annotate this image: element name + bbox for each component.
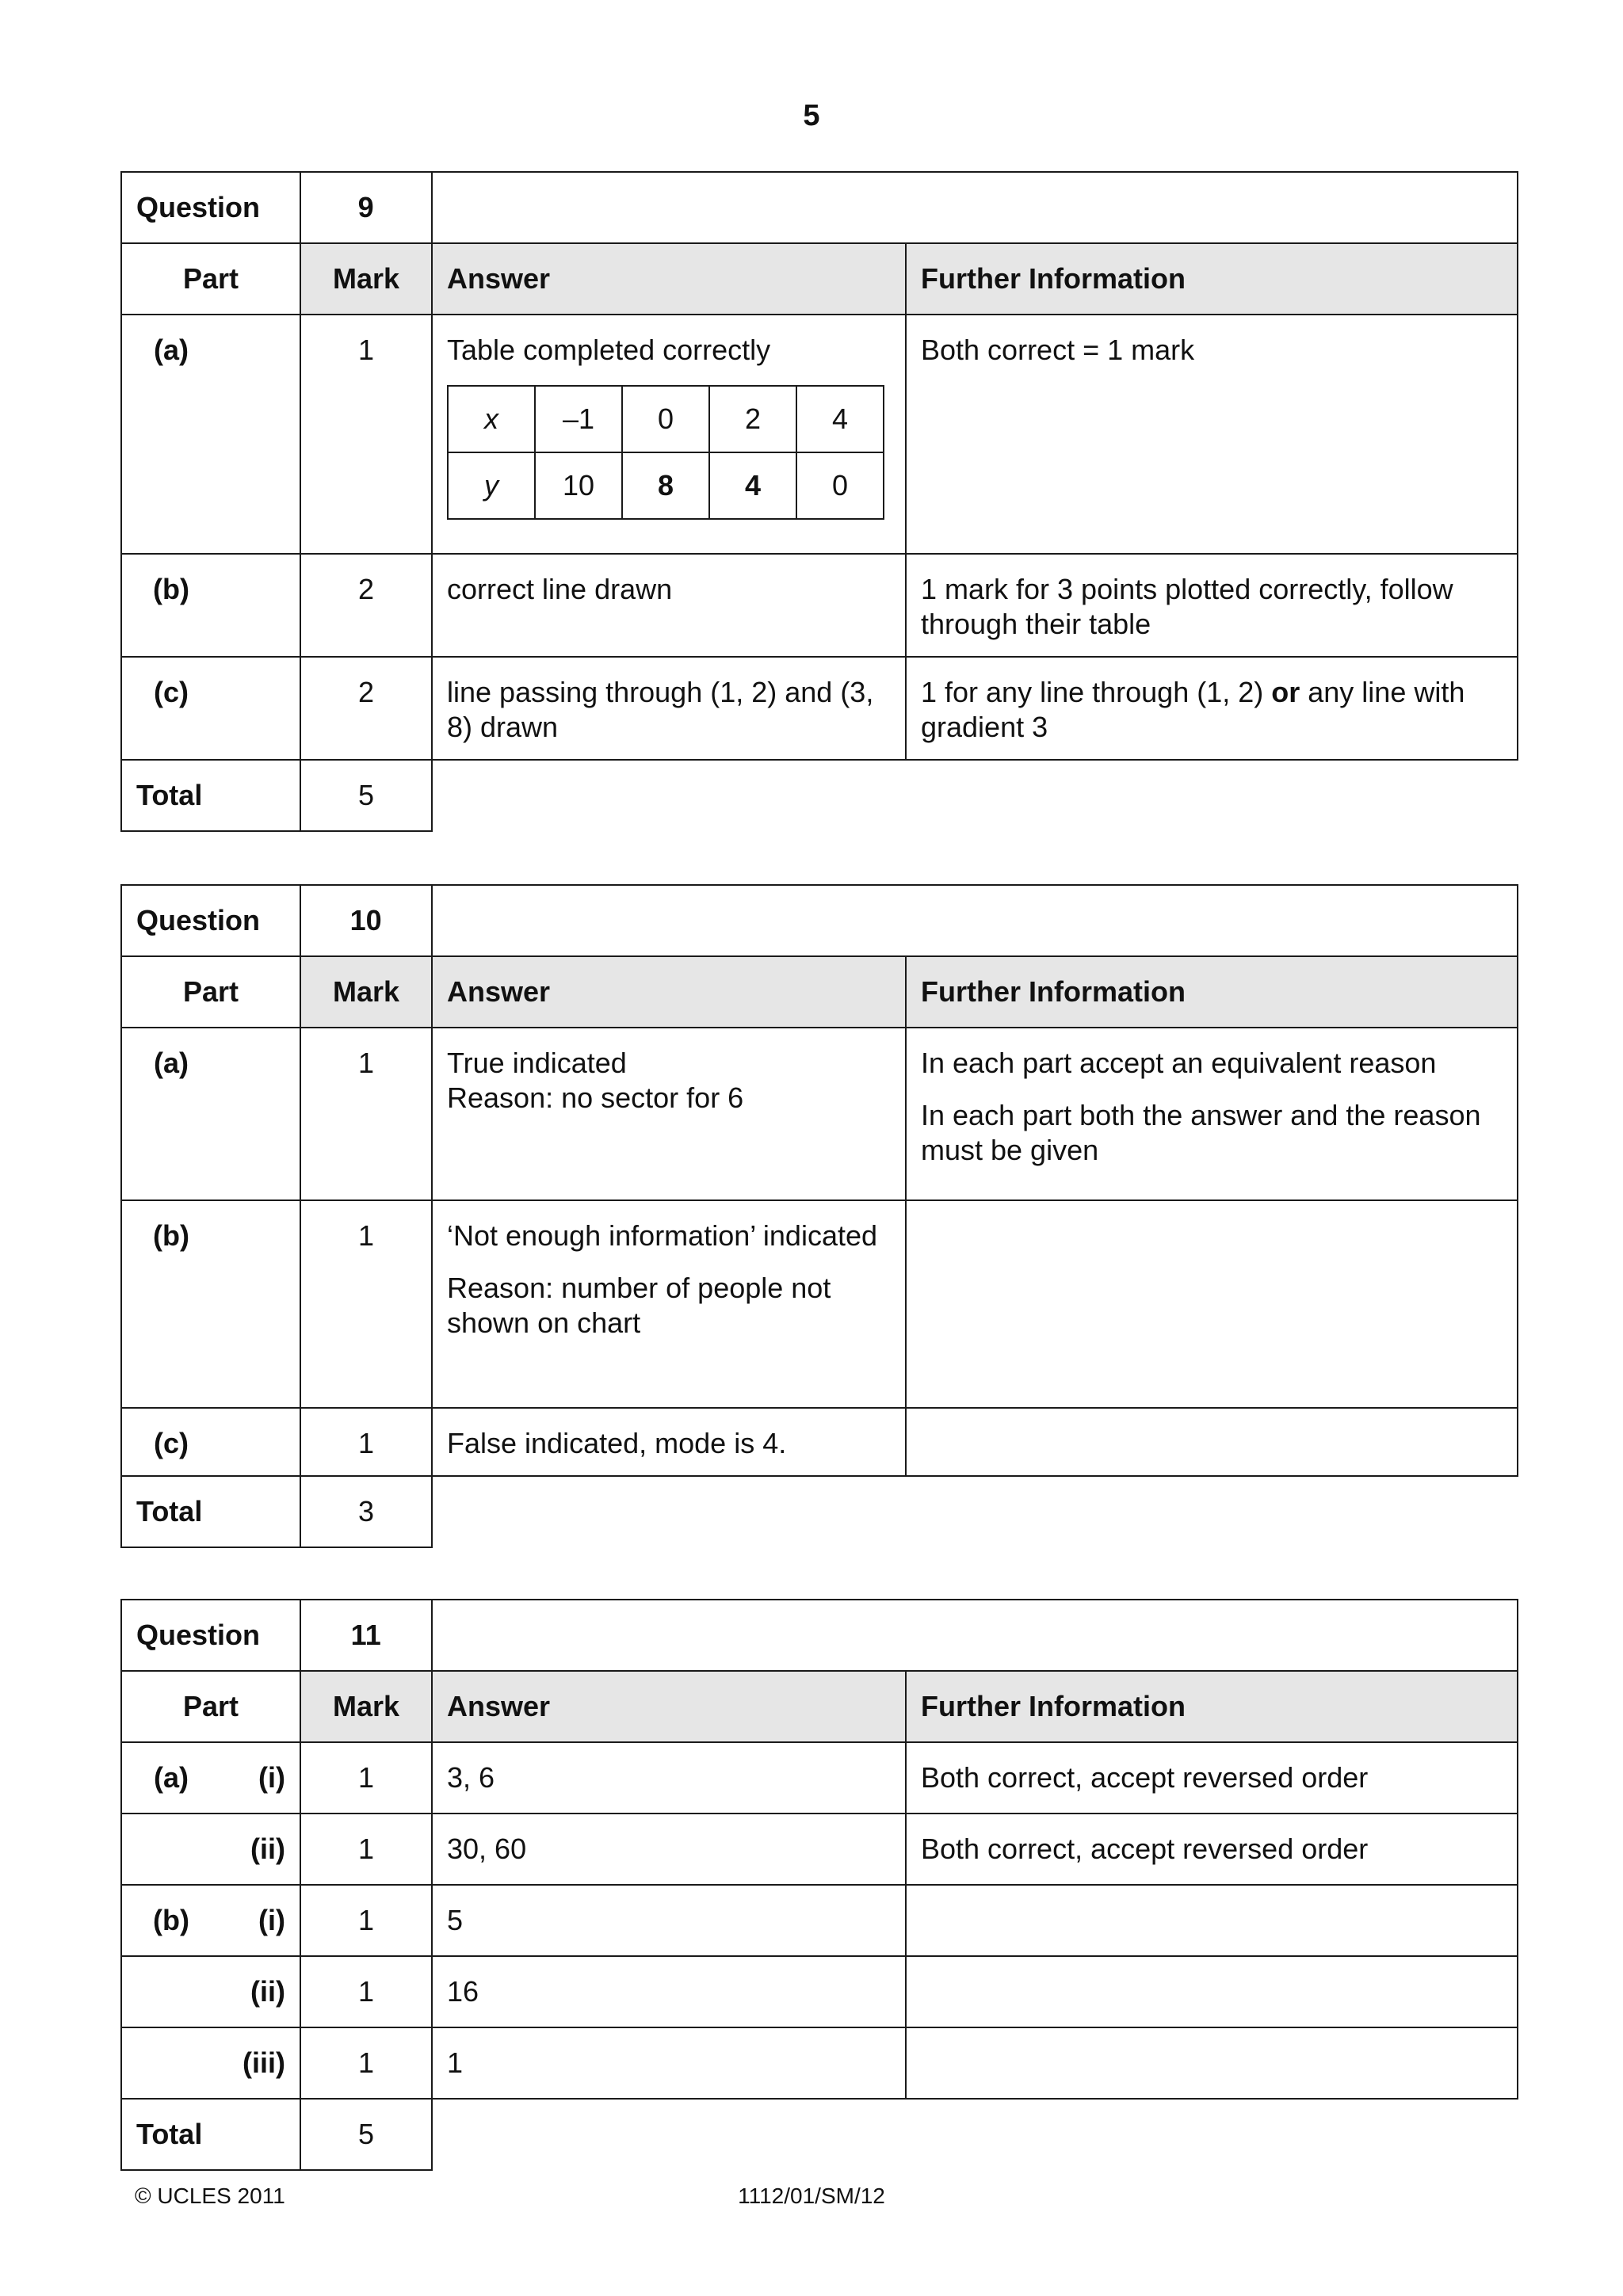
question-blank <box>431 884 1518 957</box>
question-row <box>120 884 1518 957</box>
mark-value: 2 <box>300 656 433 761</box>
answer-text: Table completed correctly <box>447 334 771 366</box>
y-value: 4 <box>709 452 796 519</box>
total-label: Total <box>120 2098 301 2171</box>
info-text-pre: 1 for any line through (1, 2) <box>921 676 1272 708</box>
info-text <box>905 656 1518 761</box>
table-row <box>120 1743 1518 1814</box>
mark-value: 1 <box>300 1407 433 1477</box>
further-info-header: Further Information <box>905 955 1518 1028</box>
info-text-bold: or <box>1271 676 1300 708</box>
answer-text: ‘Not enough information’ indicated <box>447 1219 878 1252</box>
y-value: 8 <box>622 452 709 519</box>
info-text <box>905 1884 1518 1957</box>
part-label: (b) <box>153 1904 189 1936</box>
total-value: 5 <box>300 2098 433 2171</box>
subpart-label: (iii) <box>242 2046 285 2079</box>
answer-text: correct line drawn <box>431 553 907 658</box>
info-text <box>905 1199 1518 1409</box>
part-header: Part <box>120 1670 301 1743</box>
info-text-post: any line with gradient 3 <box>921 676 1465 743</box>
subpart-label: (ii) <box>250 1975 285 2008</box>
question-10-table <box>120 884 1518 1548</box>
y-value: 0 <box>796 452 884 519</box>
table-row <box>120 1409 1518 1477</box>
document-code-footer: 1112/01/SM/12 <box>738 2183 885 2208</box>
question-row <box>120 171 1518 244</box>
info-text <box>905 1407 1518 1477</box>
info-text: Both correct, accept reversed order <box>905 1813 1518 1886</box>
answer-header: Answer <box>431 242 907 315</box>
copyright-footer: © UCLES 2011 <box>135 2183 285 2208</box>
question-label: Question <box>120 884 301 957</box>
table-row <box>120 1886 1518 1957</box>
total-value: 5 <box>300 759 433 832</box>
table-row <box>120 1201 1518 1409</box>
subpart-label: (i) <box>258 1761 285 1794</box>
part-label: (b) <box>153 1219 189 1252</box>
mark-header: Mark <box>300 242 433 315</box>
total-label: Total <box>120 759 301 832</box>
question-number: 10 <box>300 884 433 957</box>
info-text: 1 mark for 3 points plotted correctly, follow through their table <box>905 553 1518 658</box>
header-row <box>120 957 1518 1028</box>
answer-cell <box>431 314 907 555</box>
part-label <box>136 1832 206 1867</box>
further-info-header: Further Information <box>905 1670 1518 1743</box>
answer-text: line passing through (1, 2) and (3, 8) drawn <box>431 656 907 761</box>
mark-value: 1 <box>300 1955 433 2028</box>
info-text <box>905 2027 1518 2100</box>
total-value: 3 <box>300 1475 433 1548</box>
header-row <box>120 244 1518 315</box>
table-row <box>120 2028 1518 2100</box>
part-label: (b) <box>153 573 189 605</box>
answer-text: Reason: no sector for 6 <box>447 1081 744 1114</box>
answer-text: 1 <box>431 2027 907 2100</box>
answer-text: 3, 6 <box>431 1741 907 1814</box>
total-label: Total <box>120 1475 301 1548</box>
info-text: In each part both the answer and the reason must be given <box>921 1099 1481 1166</box>
x-value: –1 <box>535 386 622 452</box>
xy-value-table <box>447 385 884 520</box>
answer-cell <box>431 1199 907 1409</box>
mark-header: Mark <box>300 1670 433 1743</box>
mark-value: 2 <box>300 553 433 658</box>
mark-value: 1 <box>300 1884 433 1957</box>
x-label: x <box>448 386 535 452</box>
answer-text: Reason: number of people not shown on chart <box>447 1272 831 1339</box>
table-row <box>120 658 1518 761</box>
answer-text: 16 <box>431 1955 907 2028</box>
mark-value: 1 <box>300 314 433 555</box>
question-11-table <box>120 1599 1518 2171</box>
mark-value: 1 <box>300 1027 433 1201</box>
x-row <box>448 386 884 452</box>
info-cell <box>905 1027 1518 1201</box>
part-label: (a) <box>154 1047 189 1079</box>
mark-header: Mark <box>300 955 433 1028</box>
part-label: (c) <box>154 676 189 708</box>
question-blank <box>431 1599 1518 1672</box>
total-row <box>120 761 433 832</box>
answer-cell <box>431 1027 907 1201</box>
subpart-label: (i) <box>258 1904 285 1936</box>
part-label <box>136 1974 206 2009</box>
y-label: y <box>448 452 535 519</box>
info-text: Both correct = 1 mark <box>905 314 1518 555</box>
total-row <box>120 1477 433 1548</box>
total-row <box>120 2100 433 2171</box>
info-text: Both correct, accept reversed order <box>905 1741 1518 1814</box>
table-row <box>120 1028 1518 1201</box>
answer-text: True indicated <box>447 1047 627 1079</box>
x-value: 2 <box>709 386 796 452</box>
answer-text: False indicated, mode is 4. <box>431 1407 907 1477</box>
question-number: 11 <box>300 1599 433 1672</box>
part-label: (c) <box>154 1427 189 1459</box>
part-label: (a) <box>154 334 189 366</box>
question-label: Question <box>120 171 301 244</box>
mark-value: 1 <box>300 2027 433 2100</box>
info-text: In each part accept an equivalent reason <box>921 1047 1437 1079</box>
answer-header: Answer <box>431 955 907 1028</box>
question-blank <box>431 171 1518 244</box>
part-header: Part <box>120 955 301 1028</box>
answer-text: 30, 60 <box>431 1813 907 1886</box>
answer-header: Answer <box>431 1670 907 1743</box>
table-row <box>120 555 1518 658</box>
header-row <box>120 1672 1518 1743</box>
question-9-table <box>120 171 1518 832</box>
part-header: Part <box>120 242 301 315</box>
y-value: 10 <box>535 452 622 519</box>
question-number: 9 <box>300 171 433 244</box>
page-number: 5 <box>803 99 820 132</box>
question-row <box>120 1599 1518 1672</box>
question-label: Question <box>120 1599 301 1672</box>
table-row <box>120 315 1518 555</box>
mark-value: 1 <box>300 1199 433 1409</box>
info-text <box>905 1955 1518 2028</box>
x-value: 0 <box>622 386 709 452</box>
further-info-header: Further Information <box>905 242 1518 315</box>
x-value: 4 <box>796 386 884 452</box>
answer-text: 5 <box>431 1884 907 1957</box>
mark-value: 1 <box>300 1741 433 1814</box>
y-row <box>448 452 884 519</box>
subpart-label: (ii) <box>250 1833 285 1865</box>
table-row <box>120 1957 1518 2028</box>
part-label: (a) <box>154 1761 189 1794</box>
mark-value: 1 <box>300 1813 433 1886</box>
part-label <box>136 2046 206 2081</box>
table-row <box>120 1814 1518 1886</box>
